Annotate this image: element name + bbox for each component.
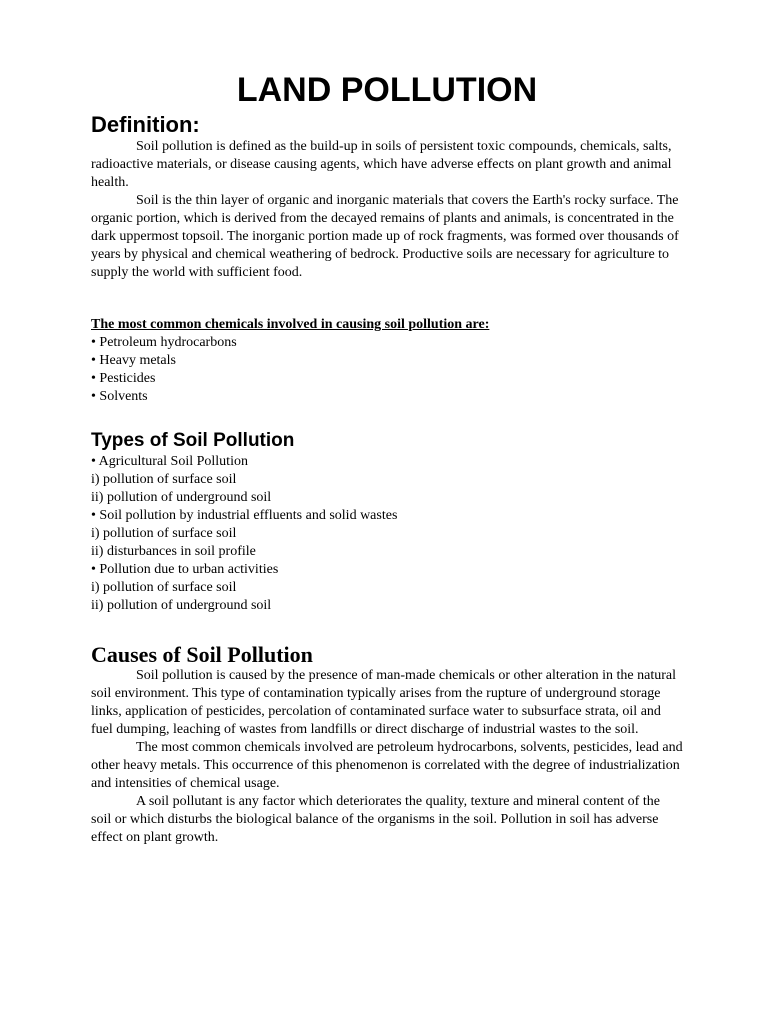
list-item: • Heavy metals	[91, 353, 176, 368]
list-item: ii) pollution of underground soil	[91, 598, 272, 613]
causes-paragraph: Soil pollution is caused by the presence of man-made chemicals or other alteration in the natural soil environment. This type of contamination typically arises from the rupture of underground storage links, application of pesticides, percolation of contaminated surface water to subsurface strata, oil and fuel dumping, leaching of wastes from landfills or direct discharge of industrial wastes to the soil.	[91, 668, 676, 737]
chemicals-heading: The most common chemicals involved in causing soil pollution are:	[91, 317, 490, 332]
definition-section	[91, 138, 683, 282]
list-item: ii) disturbances in soil profile	[91, 544, 256, 559]
list-item: • Solvents	[91, 389, 148, 404]
list-item: i) pollution of surface soil	[91, 526, 237, 541]
causes-section	[91, 667, 683, 847]
definition-heading: Definition:	[91, 112, 200, 137]
list-item: ii) pollution of underground soil	[91, 490, 272, 505]
causes-heading: Causes of Soil Pollution	[91, 642, 313, 667]
list-item: i) pollution of surface soil	[91, 472, 237, 487]
document-title: LAND POLLUTION	[236, 71, 538, 109]
soil-description-paragraph: Soil is the thin layer of organic and inorganic materials that covers the Earth's rocky surface. The organic portion, which is derived from the decayed remains of plants and animals, is concentrated in the dark uppermost topsoil. The inorganic portion made up of rock fragments, was formed over thousands of years by physical and chemical weathering of bedrock. Productive soils are necessary for agriculture to supply the world with sufficient food.	[91, 193, 679, 280]
list-item: i) pollution of surface soil	[91, 580, 237, 595]
list-item: • Pesticides	[91, 371, 156, 386]
types-list	[91, 453, 683, 615]
chemicals-section	[91, 316, 683, 406]
pollutant-paragraph: A soil pollutant is any factor which deteriorates the quality, texture and mineral content of the soil or which disturbs the biological balance of the organisms in the soil. Pollution in soil has adverse effect on plant growth.	[91, 794, 660, 845]
list-item: • Soil pollution by industrial effluents and solid wastes	[91, 508, 398, 523]
list-item: • Pollution due to urban activities	[91, 562, 279, 577]
list-item: • Petroleum hydrocarbons	[91, 335, 237, 350]
list-item: • Agricultural Soil Pollution	[91, 454, 248, 469]
types-section	[91, 453, 683, 615]
definition-paragraph: Soil pollution is defined as the build-up in soils of persistent toxic compounds, chemicals, salts, radioactive materials, or disease causing agents, which have adverse effects on plant growth and animal health.	[91, 139, 672, 190]
chemicals-list	[91, 334, 683, 406]
types-heading: Types of Soil Pollution	[91, 430, 295, 451]
common-chemicals-paragraph: The most common chemicals involved are petroleum hydrocarbons, solvents, pesticides, lead and other heavy metals. This occurrence of this phenomenon is correlated with the degree of industrialization and intensities of chemical usage.	[91, 740, 683, 791]
